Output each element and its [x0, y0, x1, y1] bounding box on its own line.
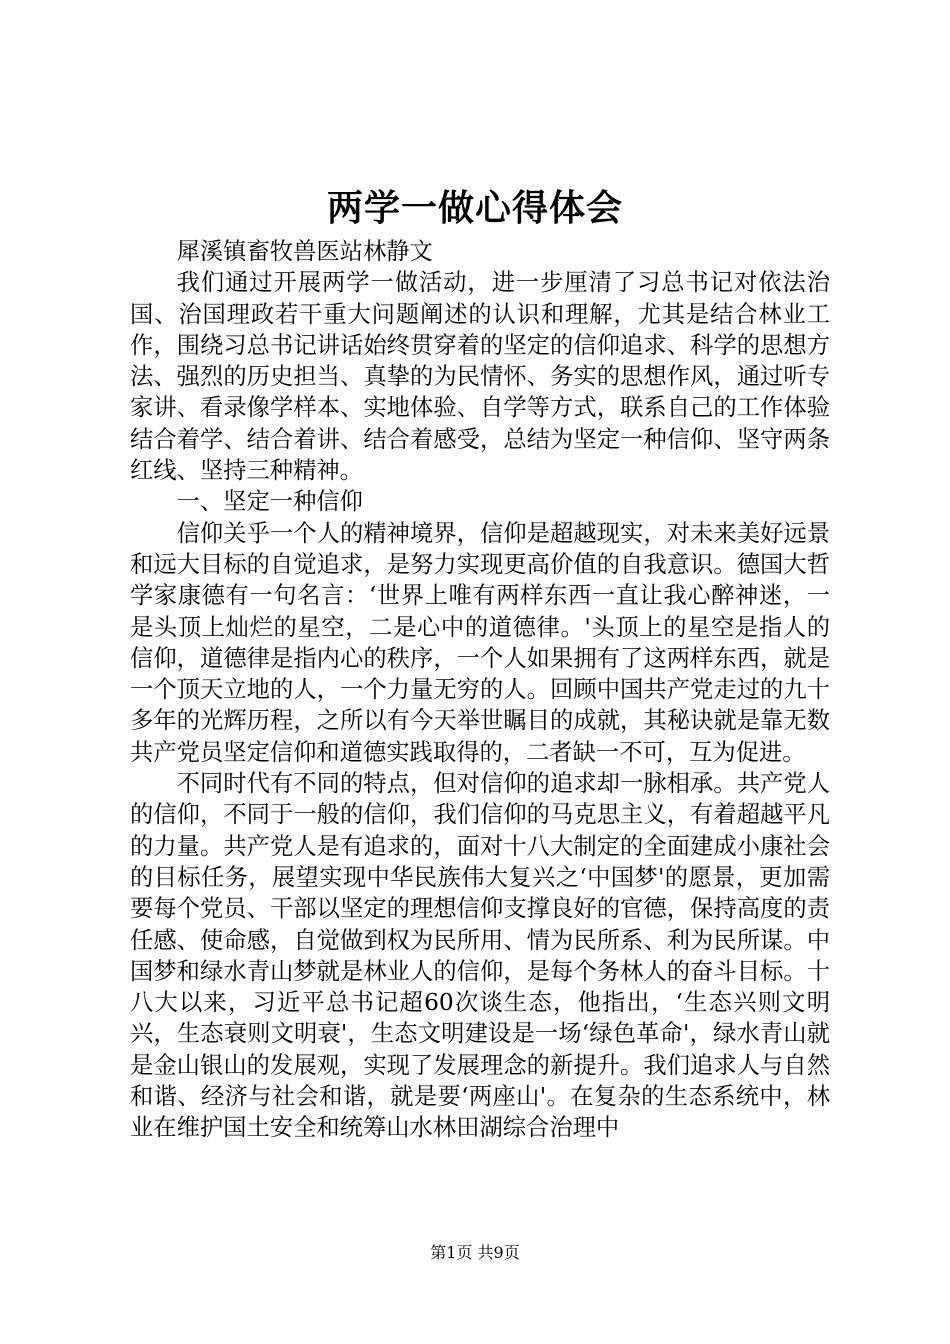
body-paragraph: 我们通过开展两学一做活动，进一步厘清了习总书记对依法治国、治国理政若干重大问题阐述的认识和理解，尤其是结合林业工作，围绕习总书记讲话始终贯穿着的坚定的信仰追求、科学的思想方法、强烈的历史担当、真挚的为民情怀、务实的思想作风，通过听专家讲、看录像学样本、实地体验、自学等方式，联系自己的工作体验结合着学、结合着讲、结合着感受，总结为坚定一种信仰、坚守两条红线、坚持三种精神。: [130, 269, 830, 485]
body-paragraph: 信仰关乎一个人的精神境界，信仰是超越现实，对未来美好远景和远大目标的自觉追求，是努力实现更高价值的自我意识。德国大哲学家康德有一句名言：‘世界上唯有两样东西一直让我心醉神迷，一是头顶上灿烂的星空，二是心中的道德律。'头顶上的星空是指人的信仰，道德律是指内心的秩序，一个人如果拥有了这两样东西，就是一个顶天立地的人，一个力量无穷的人。回顾中国共产党走过的九十多年的光辉历程，之所以有今天举世瞩目的成就，其秘诀就是靠无数共产党员坚定信仰和道德实践取得的，二者缺一不可，互为促进。: [130, 519, 830, 766]
document-title: 两学一做心得体会: [326, 187, 623, 229]
document-body: [130, 236, 830, 1144]
author-line: 犀溪镇畜牧兽医站林静文: [176, 238, 433, 265]
section-heading: 一、坚定一种信仰: [176, 488, 363, 516]
body-paragraph: 不同时代有不同的特点，但对信仰的追求却一脉相承。共产党人的信仰，不同于一般的信仰，我们信仰的马克思主义，有着超越平凡的力量。共产党人是有追求的，面对十八大制定的全面建成小康社会的目标任务，展望实现中华民族伟大复兴之‘中国梦'的愿景，更加需要每个党员、干部以坚定的理想信仰支撑良好的官德，保持高度的责任感、使命感，自觉做到权为民所用、情为民所系、利为民所谋。中国梦和绿水青山梦就是林业人的信仰，是每个务林人的奋斗目标。十八大以来，习近平总书记超60次谈生态，他指出，‘生态兴则文明兴，生态衰则文明衰'，生态文明建设是一场‘绿色革命'，绿水青山就是金山银山的发展观，实现了发展理念的新提升。我们追求人与自然和谐、经济与社会和谐，就是要‘两座山'。在复杂的生态系统中，林业在维护国土安全和统筹山水林田湖综合治理中: [130, 770, 830, 1142]
page-footer: 第1页 共9页: [430, 1243, 520, 1262]
